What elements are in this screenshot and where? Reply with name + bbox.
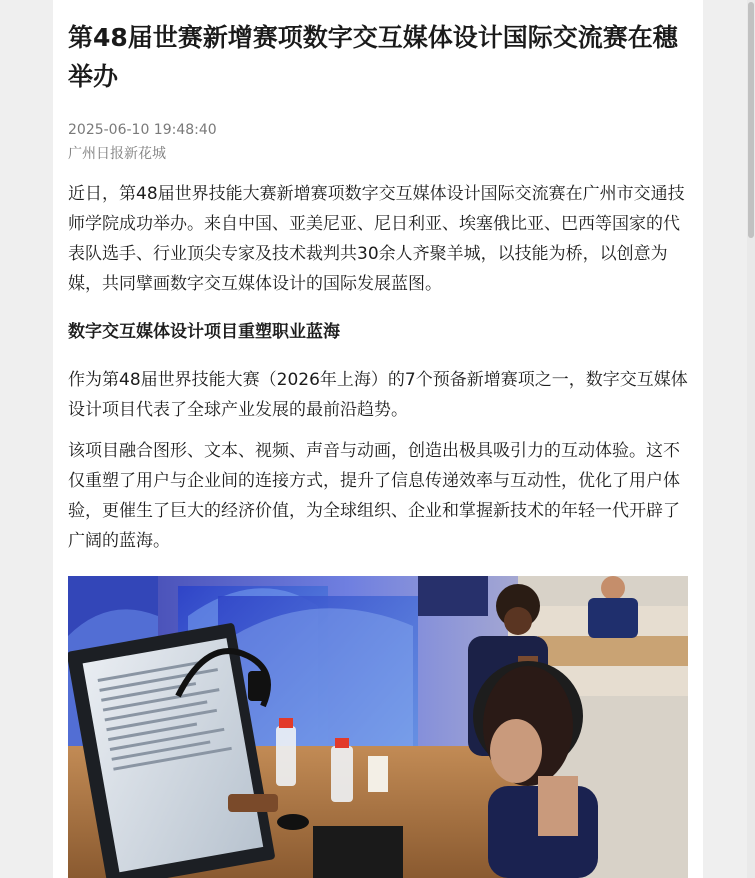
article-photo[interactable] [68, 576, 688, 878]
scrollbar-thumb[interactable] [748, 2, 754, 238]
article-datetime: 2025-06-10 19:48:40 [68, 122, 217, 138]
competition-photo-illustration [68, 576, 688, 878]
article-meta [68, 118, 688, 166]
article-content [68, 0, 688, 556]
article-source[interactable]: 广州日报新花城 [68, 146, 166, 162]
article-paragraph-1: 近日，第48届世界技能大赛新增赛项数字交互媒体设计国际交流赛在广州市交通技师学院成功举办。来自中国、亚美尼亚、尼日利亚、埃塞俄比亚、巴西等国家的代表队选手、行业顶尖专家及技术裁判共30余人齐聚羊城，以技能为桥，以创意为媒，共同擘画数字交互媒体设计的国际发展蓝图。 [68, 184, 685, 294]
article-subheading: 数字交互媒体设计项目重塑职业蓝海 [68, 322, 340, 342]
vertical-scrollbar[interactable] [747, 0, 755, 878]
article-paragraph-2: 作为第48届世界技能大赛（2026年上海）的7个预备新增赛项之一，数字交互媒体设计项目代表了全球产业发展的最前沿趋势。 [68, 370, 688, 420]
article-title: 第48届世赛新增赛项数字交互媒体设计国际交流赛在穗举办 [68, 23, 678, 91]
article-paragraph-3: 该项目融合图形、文本、视频、声音与动画，创造出极具吸引力的互动体验。这不仅重塑了用户与企业间的连接方式，提升了信息传递效率与互动性，优化了用户体验，更催生了巨大的经济价值，为全球组织、企业和掌握新技术的年轻一代开辟了广阔的蓝海。 [68, 441, 680, 551]
